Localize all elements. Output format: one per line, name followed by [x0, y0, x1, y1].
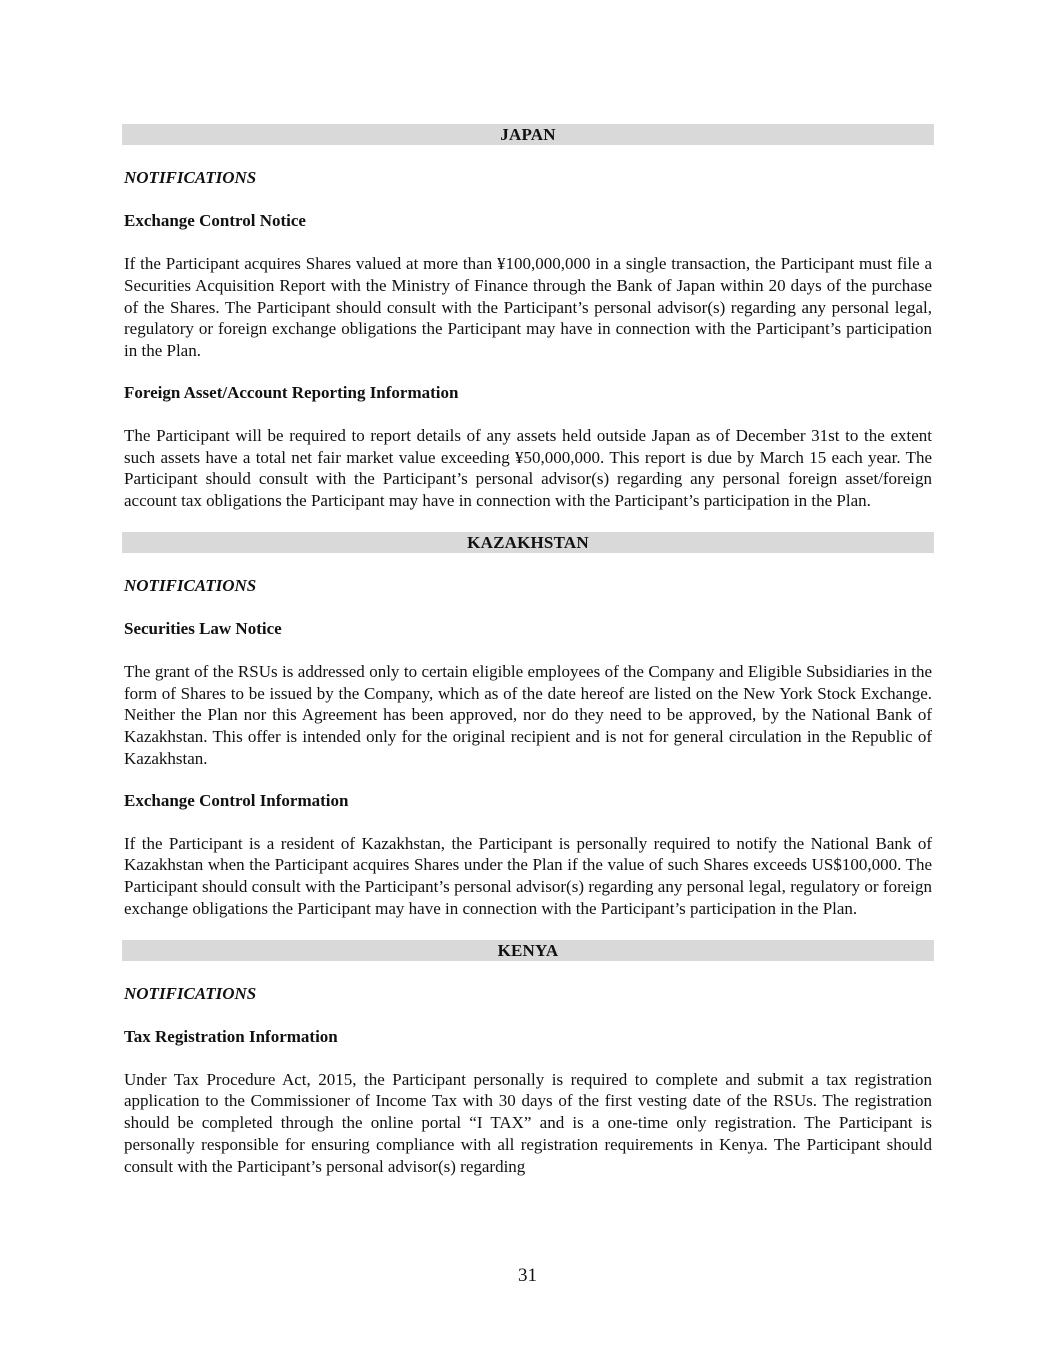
- exchange-control-notice-text: If the Participant acquires Shares valued at more than ¥100,000,000 in a single transaction, the Participant must file a Securities Acquisition Report with the Ministry of Finance through the Bank of Japan within 20 days of the purchase of the Shares. The Participant should consult with the Participant’s personal advisor(s) regarding any personal legal, regulatory or foreign exchange obligations the Participant may have in connection with the Participant’s participation in the Plan.: [124, 254, 932, 360]
- securities-law-notice-text: The grant of the RSUs is addressed only to certain eligible employees of the Company and Eligible Subsidiaries in the form of Shares to be issued by the Company, which as of the date hereof are listed on the New York Stock Exchange. Neither the Plan nor this Agreement has been approved, nor do they need to be approved, by the National Bank of Kazakhstan. This offer is intended only for the original recipient and is not for general circulation in the Republic of Kazakhstan.: [124, 661, 932, 768]
- foreign-asset-reporting-text: The Participant will be required to report details of any assets held outside Japan as of December 31st to the extent such assets have a total net fair market value exceeding ¥50,000,000. This report is due by March 15 each year. The Participant should consult with the Participant’s personal advisor(s) regarding any personal foreign asset/foreign account tax obligations the Participant may have in connection with the Participant’s participation in the Plan.: [124, 425, 932, 510]
- country-header-kazakhstan: KAZAKHSTAN: [122, 532, 934, 553]
- notifications-heading: NOTIFICATIONS: [124, 168, 257, 187]
- foreign-asset-reporting-heading: Foreign Asset/Account Reporting Information: [124, 382, 459, 402]
- document-page: [124, 124, 932, 1177]
- exchange-control-information-heading: Exchange Control Information: [124, 790, 349, 810]
- exchange-control-notice-heading: Exchange Control Notice: [124, 211, 306, 230]
- exchange-control-information-text: If the Participant is a resident of Kazakhstan, the Participant is personally required to notify the National Bank of Kazakhstan when the Participant acquires Shares under the Plan if the value of such Shares exceeds US$100,000. The Participant should consult with the Participant’s personal advisor(s) regarding any personal legal, regulatory or foreign exchange obligations the Participant may have in connection with the Participant’s participation in the Plan.: [124, 833, 932, 918]
- country-header-japan: JAPAN: [122, 124, 934, 145]
- notifications-heading: NOTIFICATIONS: [124, 575, 257, 595]
- tax-registration-text: Under Tax Procedure Act, 2015, the Participant personally is required to complete and submit a tax registration application to the Commissioner of Income Tax with 30 days of the first vesting date of the RSUs. The registration should be completed through the online portal “I TAX” and is a one-time only registration. The Participant is personally responsible for ensuring compliance with all registration requirements in Kenya. The Participant should consult with the Participant’s personal advisor(s) regarding: [124, 1069, 932, 1176]
- tax-registration-heading: Tax Registration Information: [124, 1026, 338, 1046]
- page-number: 31: [518, 1265, 537, 1286]
- country-header-kenya: KENYA: [122, 940, 934, 961]
- securities-law-notice-heading: Securities Law Notice: [124, 618, 282, 638]
- notifications-heading: NOTIFICATIONS: [124, 983, 257, 1003]
